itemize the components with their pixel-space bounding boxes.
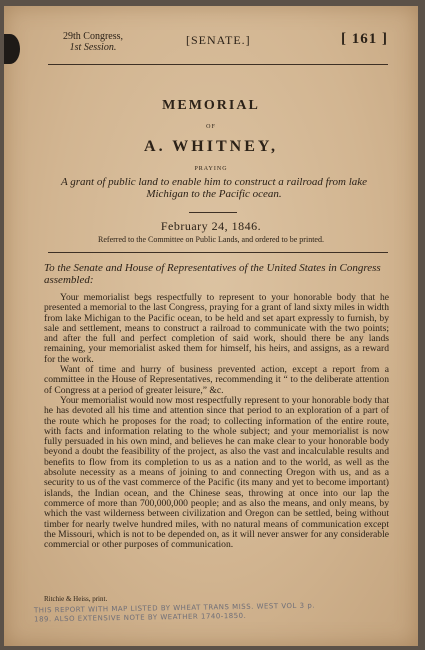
paragraph: Your memorialist begs respectfully to represent to your honorable body that he presented a memorial to the last Congress, praying for a grant of land sixty miles in width from lake Michigan to the Pacific ocean, to be held and set apart expressly to furnish, by sale and settlement, means to construct a railroad to communicate with the two points; and after the full and perfect completion of said work, should there be any lands remaining, your memorialist asked them for himself, his heirs, and assigns, as a reward for the work.	[44, 292, 389, 365]
memorial-body	[44, 293, 389, 550]
handwritten-note: THIS REPORT WITH MAP LISTED BY WHEAT TRANS MISS. WEST VOL 3 p. 189. ALSO EXTENSIVE NOTE BY WEATHER 1740-1850.	[33, 601, 316, 624]
chamber-label: [SENATE.]	[186, 33, 251, 47]
document-title: MEMORIAL	[162, 98, 260, 113]
memorialist-name: A. WHITNEY,	[144, 138, 278, 155]
paragraph: Your memorialist would now most respectfully represent to your honorable body that he has devoted all his time and attention since that period to an exploration of a part of the route which he proposes for the road; to collecting information of the entire route, with facts and information relating to the whole subject; and your memorialist is now fully persuaded in his own mind, and believes he can make clear to your honorable body beyond a doubt the feasibility of the project, as also the vast and incalculable results and benefits to flow from its completion to us as a nation and to the world, as well as the absolute necessity as a means of joining to and connecting Oregon with us, and as a security to us of the vast commerce of the Pacific (its many and yet to become important) islands, the Indian ocean, and the Chinese seas, throwing at once into our lap the commerce of more than 700,000,000 people; and as also the means, and only means, by which the vast wilderness between civilization and Oregon can be settled, being without timber for nearly twelve hundred miles, with no natural means of communication except the Missouri, which is not to be depended on, as it will never answer for any considerable commercial or other purposes of communication.	[44, 394, 389, 551]
salutation: To the Senate and House of Representatives of the United States in Congress assembled:	[44, 262, 381, 286]
of-label: OF	[206, 124, 216, 130]
congress-session	[48, 31, 138, 53]
referral-note: Referred to the Committee on Public Lands, and ordered to be printed.	[98, 235, 324, 244]
short-rule	[189, 212, 237, 213]
paragraph: Want of time and hurry of business prevented action, except a report from a committee in the House of Representatives, recommending it “ to the deliberate attention of Congress at a period of greater leisure,” &c.	[44, 364, 389, 396]
header-rule	[48, 64, 388, 65]
torn-corner	[4, 34, 20, 64]
document-date: February 24, 1846.	[160, 219, 262, 233]
prayer-text: A grant of public land to enable him to construct a railroad from lake Michigan to the Pacific ocean.	[60, 176, 368, 200]
section-rule	[48, 252, 388, 253]
printer-imprint: Ritchie & Heiss, print.	[44, 595, 108, 603]
session-line: 1st Session.	[69, 42, 117, 53]
congress-line: 29th Congress,	[63, 31, 123, 42]
praying-label: PRAYING	[194, 166, 228, 172]
document-page	[4, 6, 418, 646]
page-number: [ 161 ]	[341, 31, 388, 47]
page-header	[48, 31, 388, 61]
